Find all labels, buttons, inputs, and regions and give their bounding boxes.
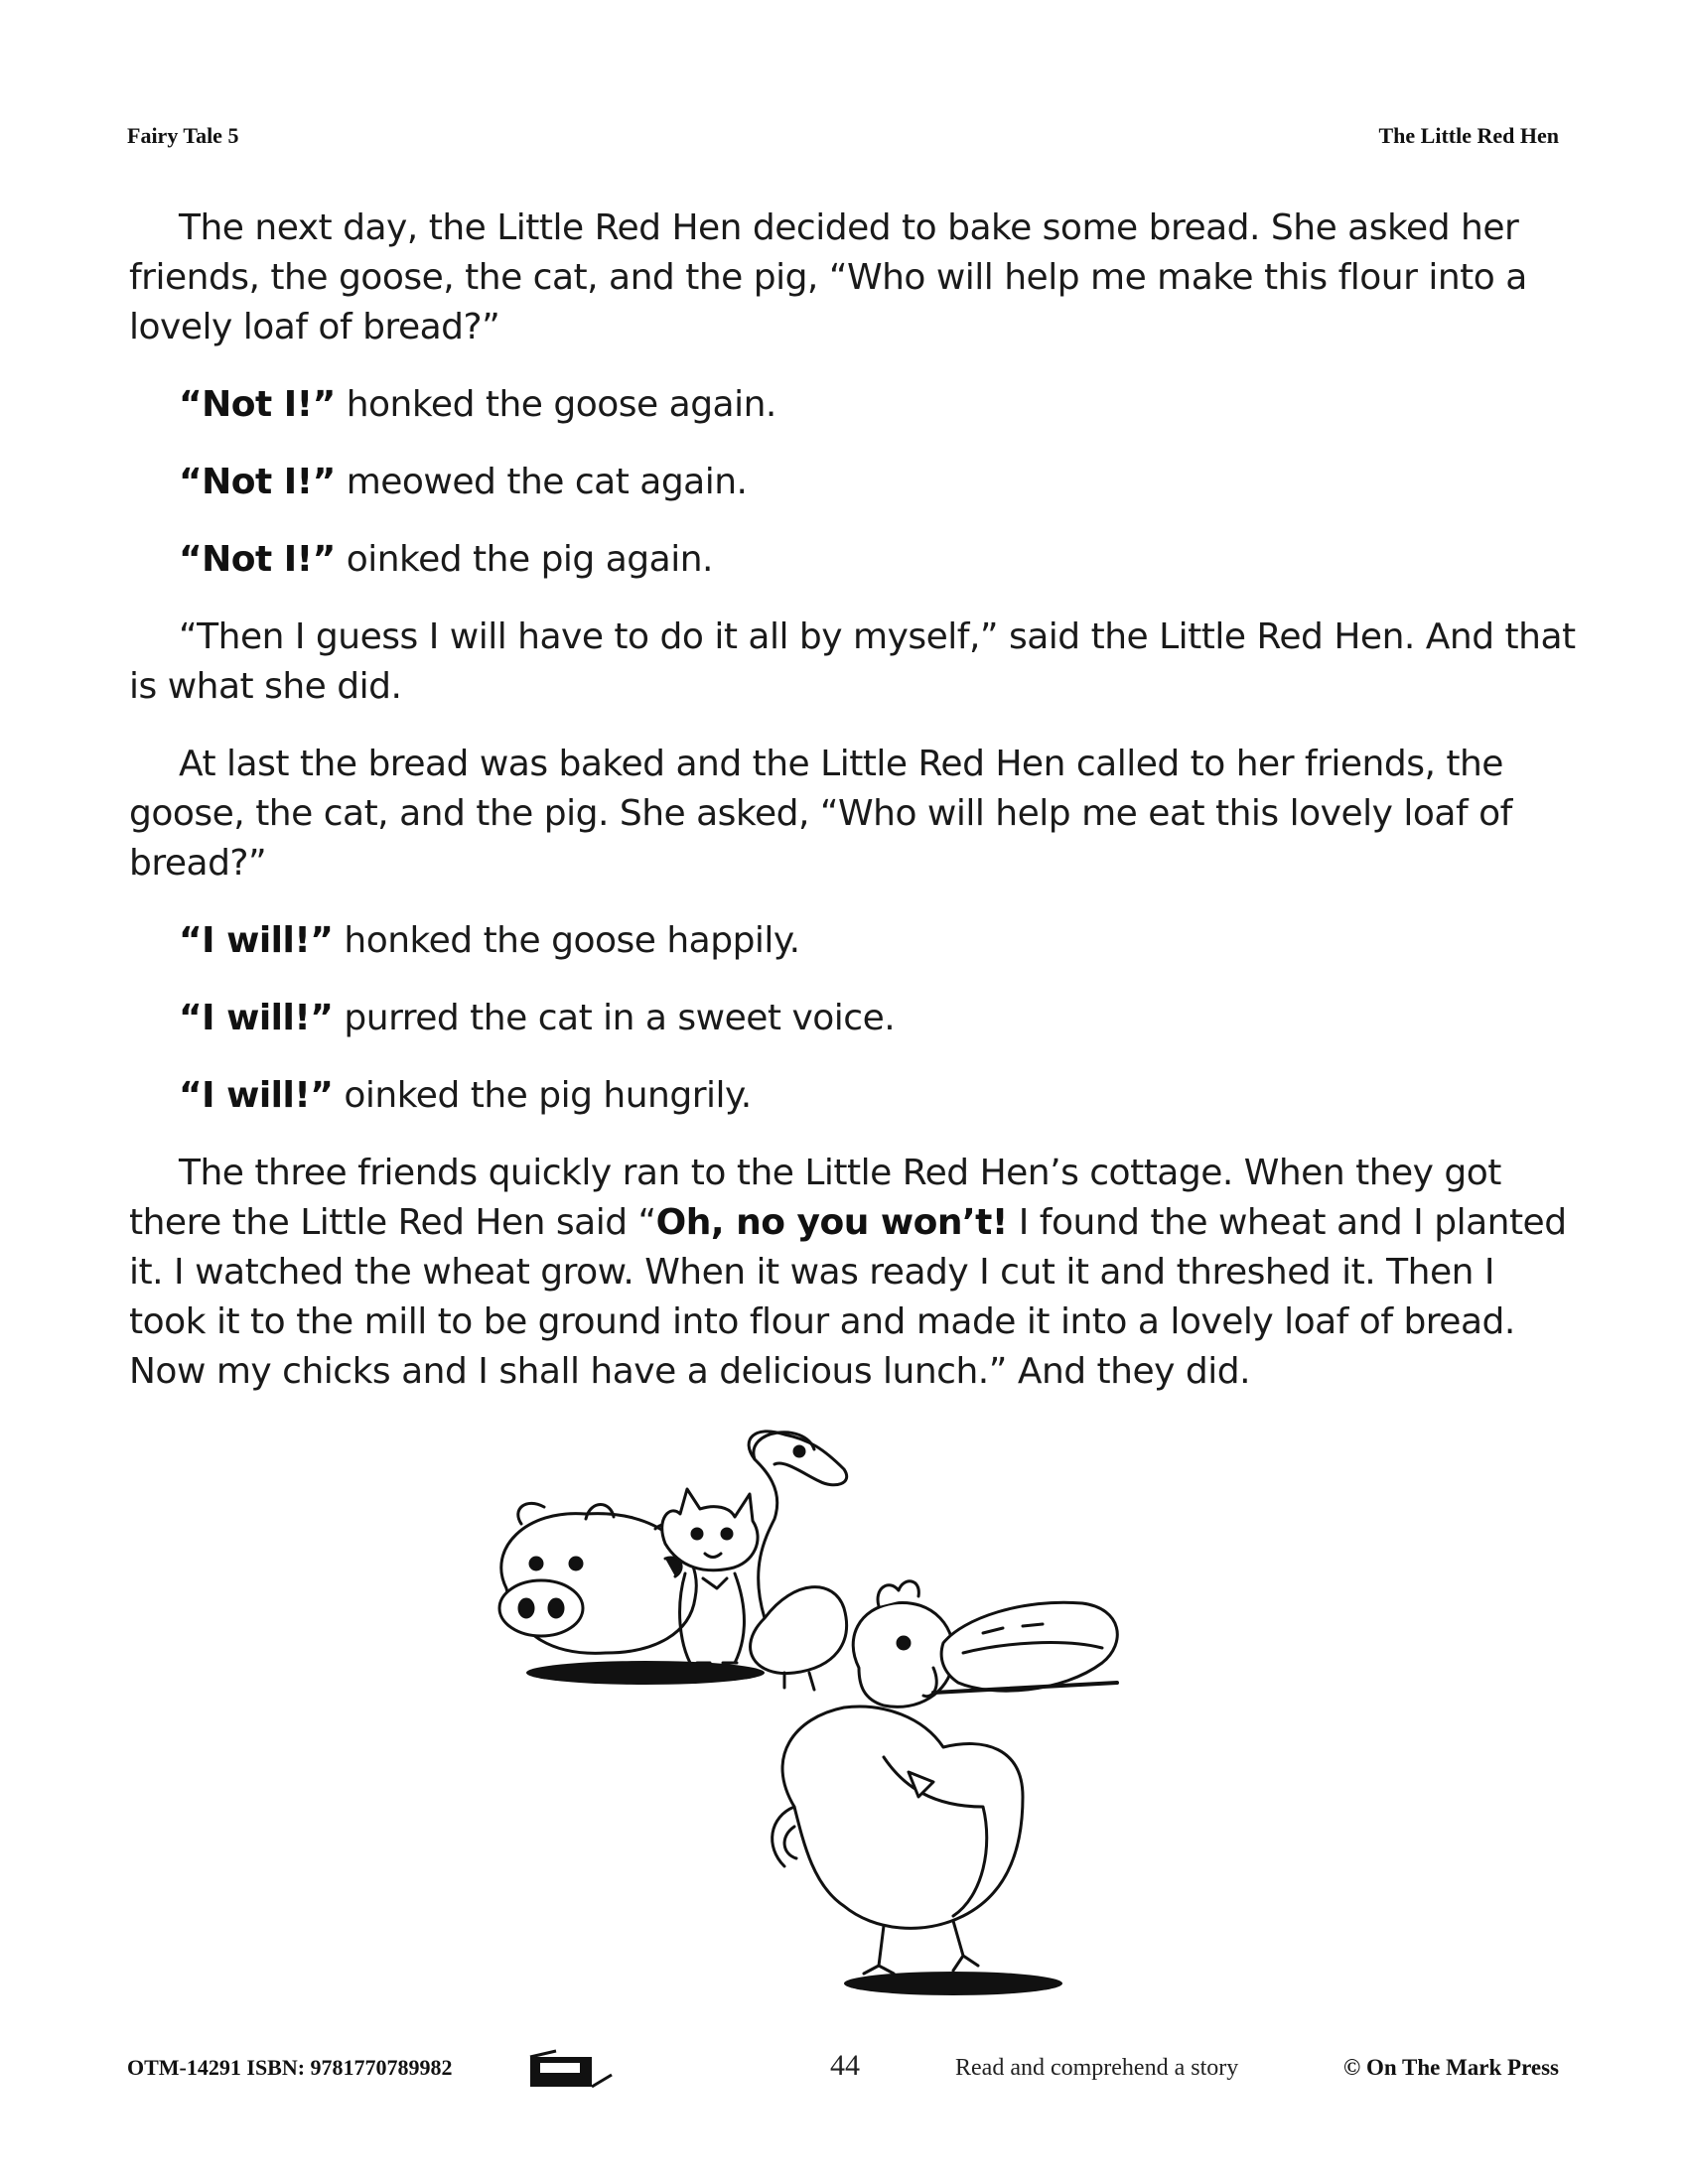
dialogue-quote: “Not I!” <box>179 462 336 502</box>
footer-description: Read and comprehend a story <box>955 2055 1239 2081</box>
dialogue-text: oinked the pig hungrily. <box>333 1075 752 1116</box>
dialogue-text: purred the cat in a sweet voice. <box>333 998 896 1038</box>
story-illustration-icon <box>467 1430 1182 2005</box>
dialogue-quote: Oh, no you won’t! <box>655 1202 1008 1243</box>
dialogue-quote: “I will!” <box>179 998 334 1038</box>
dialogue-quote: “Not I!” <box>179 539 336 580</box>
dialogue-text: oinked the pig again. <box>335 539 713 580</box>
dialogue-line <box>129 458 1579 507</box>
story-paragraph: The next day, the Little Red Hen decided to bake some bread. She asked her friends, the goose, the cat, and the pig, “Who will help me make this flour into a lovely loaf of bread?” <box>129 207 1527 347</box>
dialogue-line <box>129 1071 1579 1121</box>
dialogue-text: meowed the cat again. <box>335 462 748 502</box>
dialogue-line <box>129 535 1579 585</box>
dialogue-text: honked the goose again. <box>335 384 776 425</box>
footer-copyright: © On The Mark Press <box>1343 2055 1559 2080</box>
dialogue-quote: “Not I!” <box>179 384 336 425</box>
story-text-part: The three friends quickly ran to the Little Red Hen’s cottage. When they got there the Little Red Hen said “ <box>129 1153 1501 1243</box>
footer-isbn: OTM-14291 ISBN: 9781770789982 <box>127 2055 453 2080</box>
header-story-title: The Little Red Hen <box>1378 123 1559 148</box>
dialogue-text: honked the goose happily. <box>333 920 800 961</box>
dialogue-line <box>129 916 1579 966</box>
story-paragraph: “Then I guess I will have to do it all by myself,” said the Little Red Hen. And that is what she did. <box>129 616 1576 707</box>
page-number: 44 <box>830 2049 860 2082</box>
dialogue-quote: “I will!” <box>179 920 334 961</box>
dialogue-quote: “I will!” <box>179 1075 334 1116</box>
dialogue-line <box>129 994 1579 1043</box>
story-paragraph <box>129 1149 1579 1397</box>
worksheet-icon <box>526 2049 616 2093</box>
dialogue-line <box>129 380 1579 430</box>
page-footer <box>0 2049 1688 2089</box>
story-text <box>129 204 1579 1425</box>
header-series-title: Fairy Tale 5 <box>127 123 239 148</box>
story-text-part: I found the wheat and I planted it. I watched the wheat grow. When it was ready I cut it and threshed it. Then I took it to the mill to be ground into flour and made it into a lovely loaf of bread. Now my chicks and I shall have a delicious lunch.” And they did. <box>129 1202 1567 1392</box>
story-paragraph: At last the bread was baked and the Little Red Hen called to her friends, the goose, the cat, and the pig. She asked, “Who will help me eat this lovely loaf of bread?” <box>129 744 1512 884</box>
